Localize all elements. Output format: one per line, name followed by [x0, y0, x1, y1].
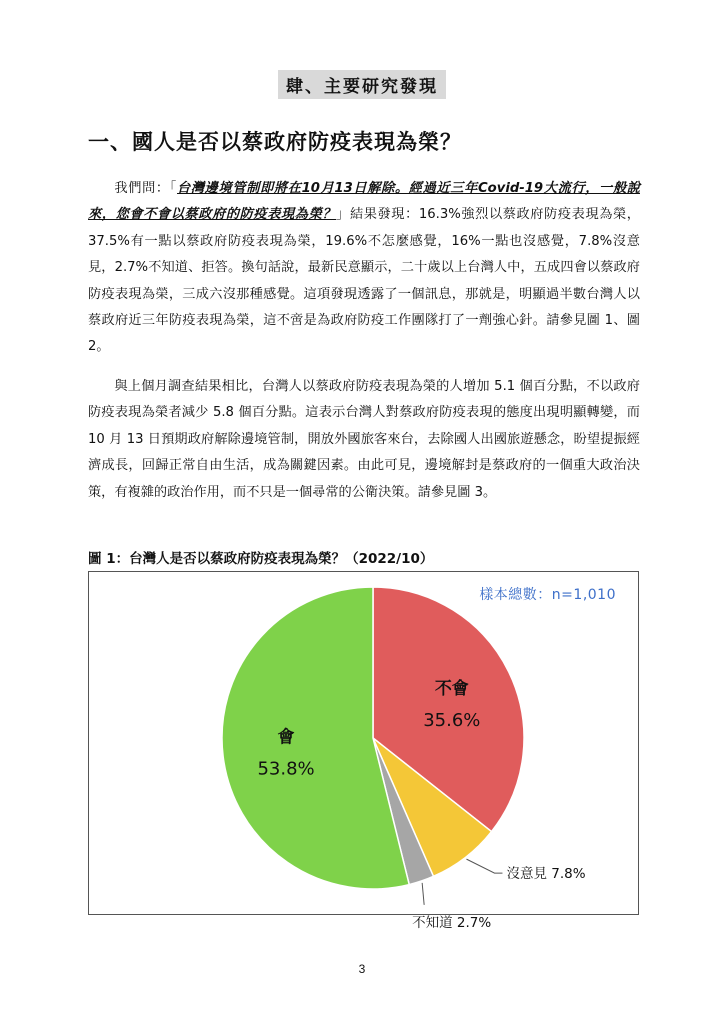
pie-chart-frame [88, 571, 639, 931]
survey-question: 台灣邊境管制即將在10月13日解除。經過近三年Covid-19大流行，一般說來，您會不會以蔡政府的防疫表現為榮？ [88, 181, 640, 223]
section-title [0, 70, 724, 99]
section-title-text: 肆、主要研究發現 [278, 70, 446, 99]
pie-chart [89, 572, 638, 931]
paragraph-2: 與上個月調查結果相比，台灣人以蔡政府防疫表現為榮的人增加 5.1 個百分點，不以政府防疫表現為榮者減少 5.8 個百分點。這表示台灣人對蔡政府防疫表現的態度出現明顯轉變，而 10 月 13 日預期政府解除邊境管制，開放外國旅客來台，去除國人出國旅遊懸念，盼望提振經濟成長，回歸正常自由生活，成為關鍵因素。由此可見，邊境解封是蔡政府的一個重大政治決策，有複雜的政治作用，而不只是一個尋常的公衛決策。請參見圖 3。 [88, 379, 640, 500]
pie-label-dont-know: 不知道 2.7% [412, 914, 492, 931]
paragraph-1-body: 」結果發現：16.3%強烈以蔡政府防疫表現為榮，37.5%有一點以蔡政府防疫表現為榮，19.6%不怎麼感覺，16%一點也沒感覺，7.8%沒意見，2.7%不知道、拒答。換句話說，最新民意顯示，二十歲以上台灣人中，五成四會以蔡政府防疫表現為榮，三成六沒那種感覺。這項發現透露了一個訊息，那就是，明顯過半數台灣人以蔡政府近三年防疫表現為榮，這不啻是為政府防疫工作團隊打了一劑強心針。請參見圖 1、圖 2。 [88, 207, 640, 355]
section-heading: 一、國人是否以蔡政府防疫表現為榮？ [88, 129, 462, 154]
leader-line-no-opinion [466, 859, 502, 873]
paragraph-1-lead: 我們問：「 [114, 181, 177, 196]
sample-size-note: 樣本總數：n=1,010 [479, 587, 616, 603]
pie-value-yes: 53.8% [257, 758, 315, 780]
leader-line-dont-know [422, 883, 424, 905]
pie-value-no: 35.6% [423, 709, 481, 731]
paragraph-1 [88, 176, 640, 361]
page-number: 3 [358, 962, 366, 976]
pie-label-no-opinion: 沒意見 7.8% [506, 866, 586, 883]
pie-label-no: 不會 [434, 678, 469, 699]
figure-caption: 圖 1：台灣人是否以蔡政府防疫表現為榮？（2022/10） [88, 551, 434, 567]
pie-label-yes: 會 [277, 727, 295, 748]
